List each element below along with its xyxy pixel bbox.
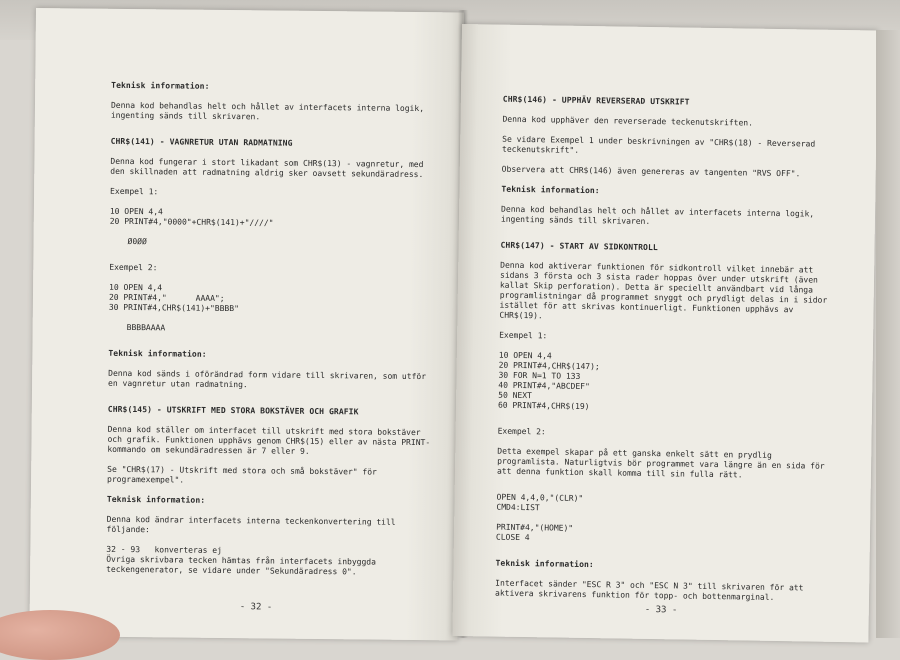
right-page	[452, 24, 878, 642]
code-line: PRINT#4,"(HOME)"	[496, 522, 574, 533]
paragraph: Denna kod behandlas helt och hållet av interfacets interna logik, ingenting sänds till skrivaren.	[110, 100, 425, 122]
text-line: Exempel 1:	[499, 330, 548, 341]
section-heading: CHR$(141) - VAGNRETUR UTAN RADMATNING	[110, 136, 293, 148]
code-line: 10 OPEN 4,4	[109, 206, 163, 217]
code-line: 60 PRINT#4,CHR$(19)	[497, 400, 590, 412]
section-heading: Teknisk information:	[495, 558, 594, 570]
paragraph: Denna kod upphäver den reverserade teckenutskriften.	[502, 114, 754, 128]
section-heading: CHR$(145) - UTSKRIFT MED STORA BOKSTÄVER OCH GRAFIK	[107, 404, 359, 417]
right-page-number: - 33 -	[644, 604, 678, 616]
section-heading: Teknisk information:	[108, 348, 207, 359]
paragraph: Denna kod sänds i oförändrad form vidare till skrivaren, som utför en vagnretur utan radmatning.	[108, 368, 427, 390]
paragraph: Denna kod ändrar interfacets interna teckenkonvertering till följande:	[106, 514, 396, 535]
code-output: Ø0ØØ	[127, 236, 147, 247]
text-line: 32 - 93 konverteras ej	[106, 544, 222, 555]
code-line: 30 FOR N=1 TO 133	[498, 370, 581, 381]
paragraph: Se "CHR$(17) - Utskrift med stora och små bokstäver" för programexempel".	[107, 464, 377, 485]
code-line: 10 OPEN 4,4	[498, 350, 552, 361]
section-heading: CHR$(147) - START AV SIDKONTROLL	[500, 240, 658, 253]
paragraph: Denna kod ställer om interfacet till utskrift med stora bokstäver och grafik. Funktionen upphävs genom CHR$(15) eller av nästa PRINT-kommando om sekundäradressen är 7 eller 9.	[107, 424, 431, 456]
section-heading: CHR$(146) - UPPHÄV REVERSERAD UTSKRIFT	[502, 94, 690, 107]
paragraph: Denna kod aktiverar funktionen för sidkontroll vilket innebär att sidans 3 första och 3 sista rader hoppas över under utskrift (även kallat Skip perforation). Detta är speciellt användbart vid långa programlistningar då programmet snyggt och prydligt delas in i sidor istället för att skrivas kontinuerligt. Funktionen upphävs av CHR$(19).	[499, 260, 828, 321]
code-line: 20 PRINT#4," AAAA";	[108, 292, 225, 303]
code-line: OPEN 4,4,0,"(CLR)"	[496, 492, 584, 503]
left-page	[29, 8, 464, 640]
paragraph: Övriga skrivbara tecken hämtas från interfacets inbyggda teckengenerator, se vidare under "Sekundäradress 0".	[106, 554, 376, 577]
text-line: Exempel 1:	[110, 186, 159, 197]
code-line: 50 NEXT	[498, 390, 532, 401]
code-line: 10 OPEN 4,4	[109, 282, 163, 293]
code-line: CMD4:LIST	[496, 502, 540, 513]
section-heading: Teknisk information:	[111, 80, 210, 91]
page-stack-edge	[876, 30, 900, 638]
code-line: 20 PRINT#4,CHR$(147);	[498, 360, 600, 372]
section-heading: Teknisk information:	[501, 184, 600, 196]
text-line: Exempel 2:	[497, 426, 546, 437]
paragraph: Observera att CHR$(146) även genereras av tangenten "RVS OFF".	[501, 164, 801, 179]
left-page-number: - 32 -	[239, 602, 273, 613]
paragraph: Se vidare Exempel 1 under beskrivningen av "CHR$(18) - Reverserad teckenutskrift".	[501, 134, 816, 155]
code-line: CLOSE 4	[495, 532, 530, 543]
code-output: BBBBAAAA	[126, 322, 166, 333]
code-line: 20 PRINT#4,"0000"+CHR$(141)+"////"	[109, 216, 274, 228]
code-line: 40 PRINT#4,"ABCDEF"	[498, 380, 590, 392]
left-page-content	[106, 81, 443, 578]
paragraph: Interfacet sänder "ESC R 3" och "ESC N 3" till skrivaren för att aktivera skrivarens funktion för topp- och bottenmarginal.	[494, 578, 804, 602]
section-heading: Teknisk information:	[106, 494, 206, 505]
paragraph: Detta exempel skapar på ett ganska enkelt sätt en prydlig programlista. Naturligtvis bör programmet vara längre än en sida för att denna funktion skall komma till sin fulla rätt.	[496, 446, 825, 480]
right-page-content	[495, 95, 837, 604]
paragraph: Denna kod fungerar i stort likadant som CHR$(13) - vagnretur, med den skillnaden att radmatning aldrig sker oavsett sekundäradress.	[110, 156, 424, 180]
paragraph: Denna kod behandlas helt och hållet av interfacets interna logik, ingenting sänds till skrivaren.	[500, 204, 815, 226]
code-line: 30 PRINT#4,CHR$(141)+"BBBB"	[108, 302, 239, 314]
text-line: Exempel 2:	[109, 262, 158, 273]
holding-finger	[0, 610, 120, 660]
